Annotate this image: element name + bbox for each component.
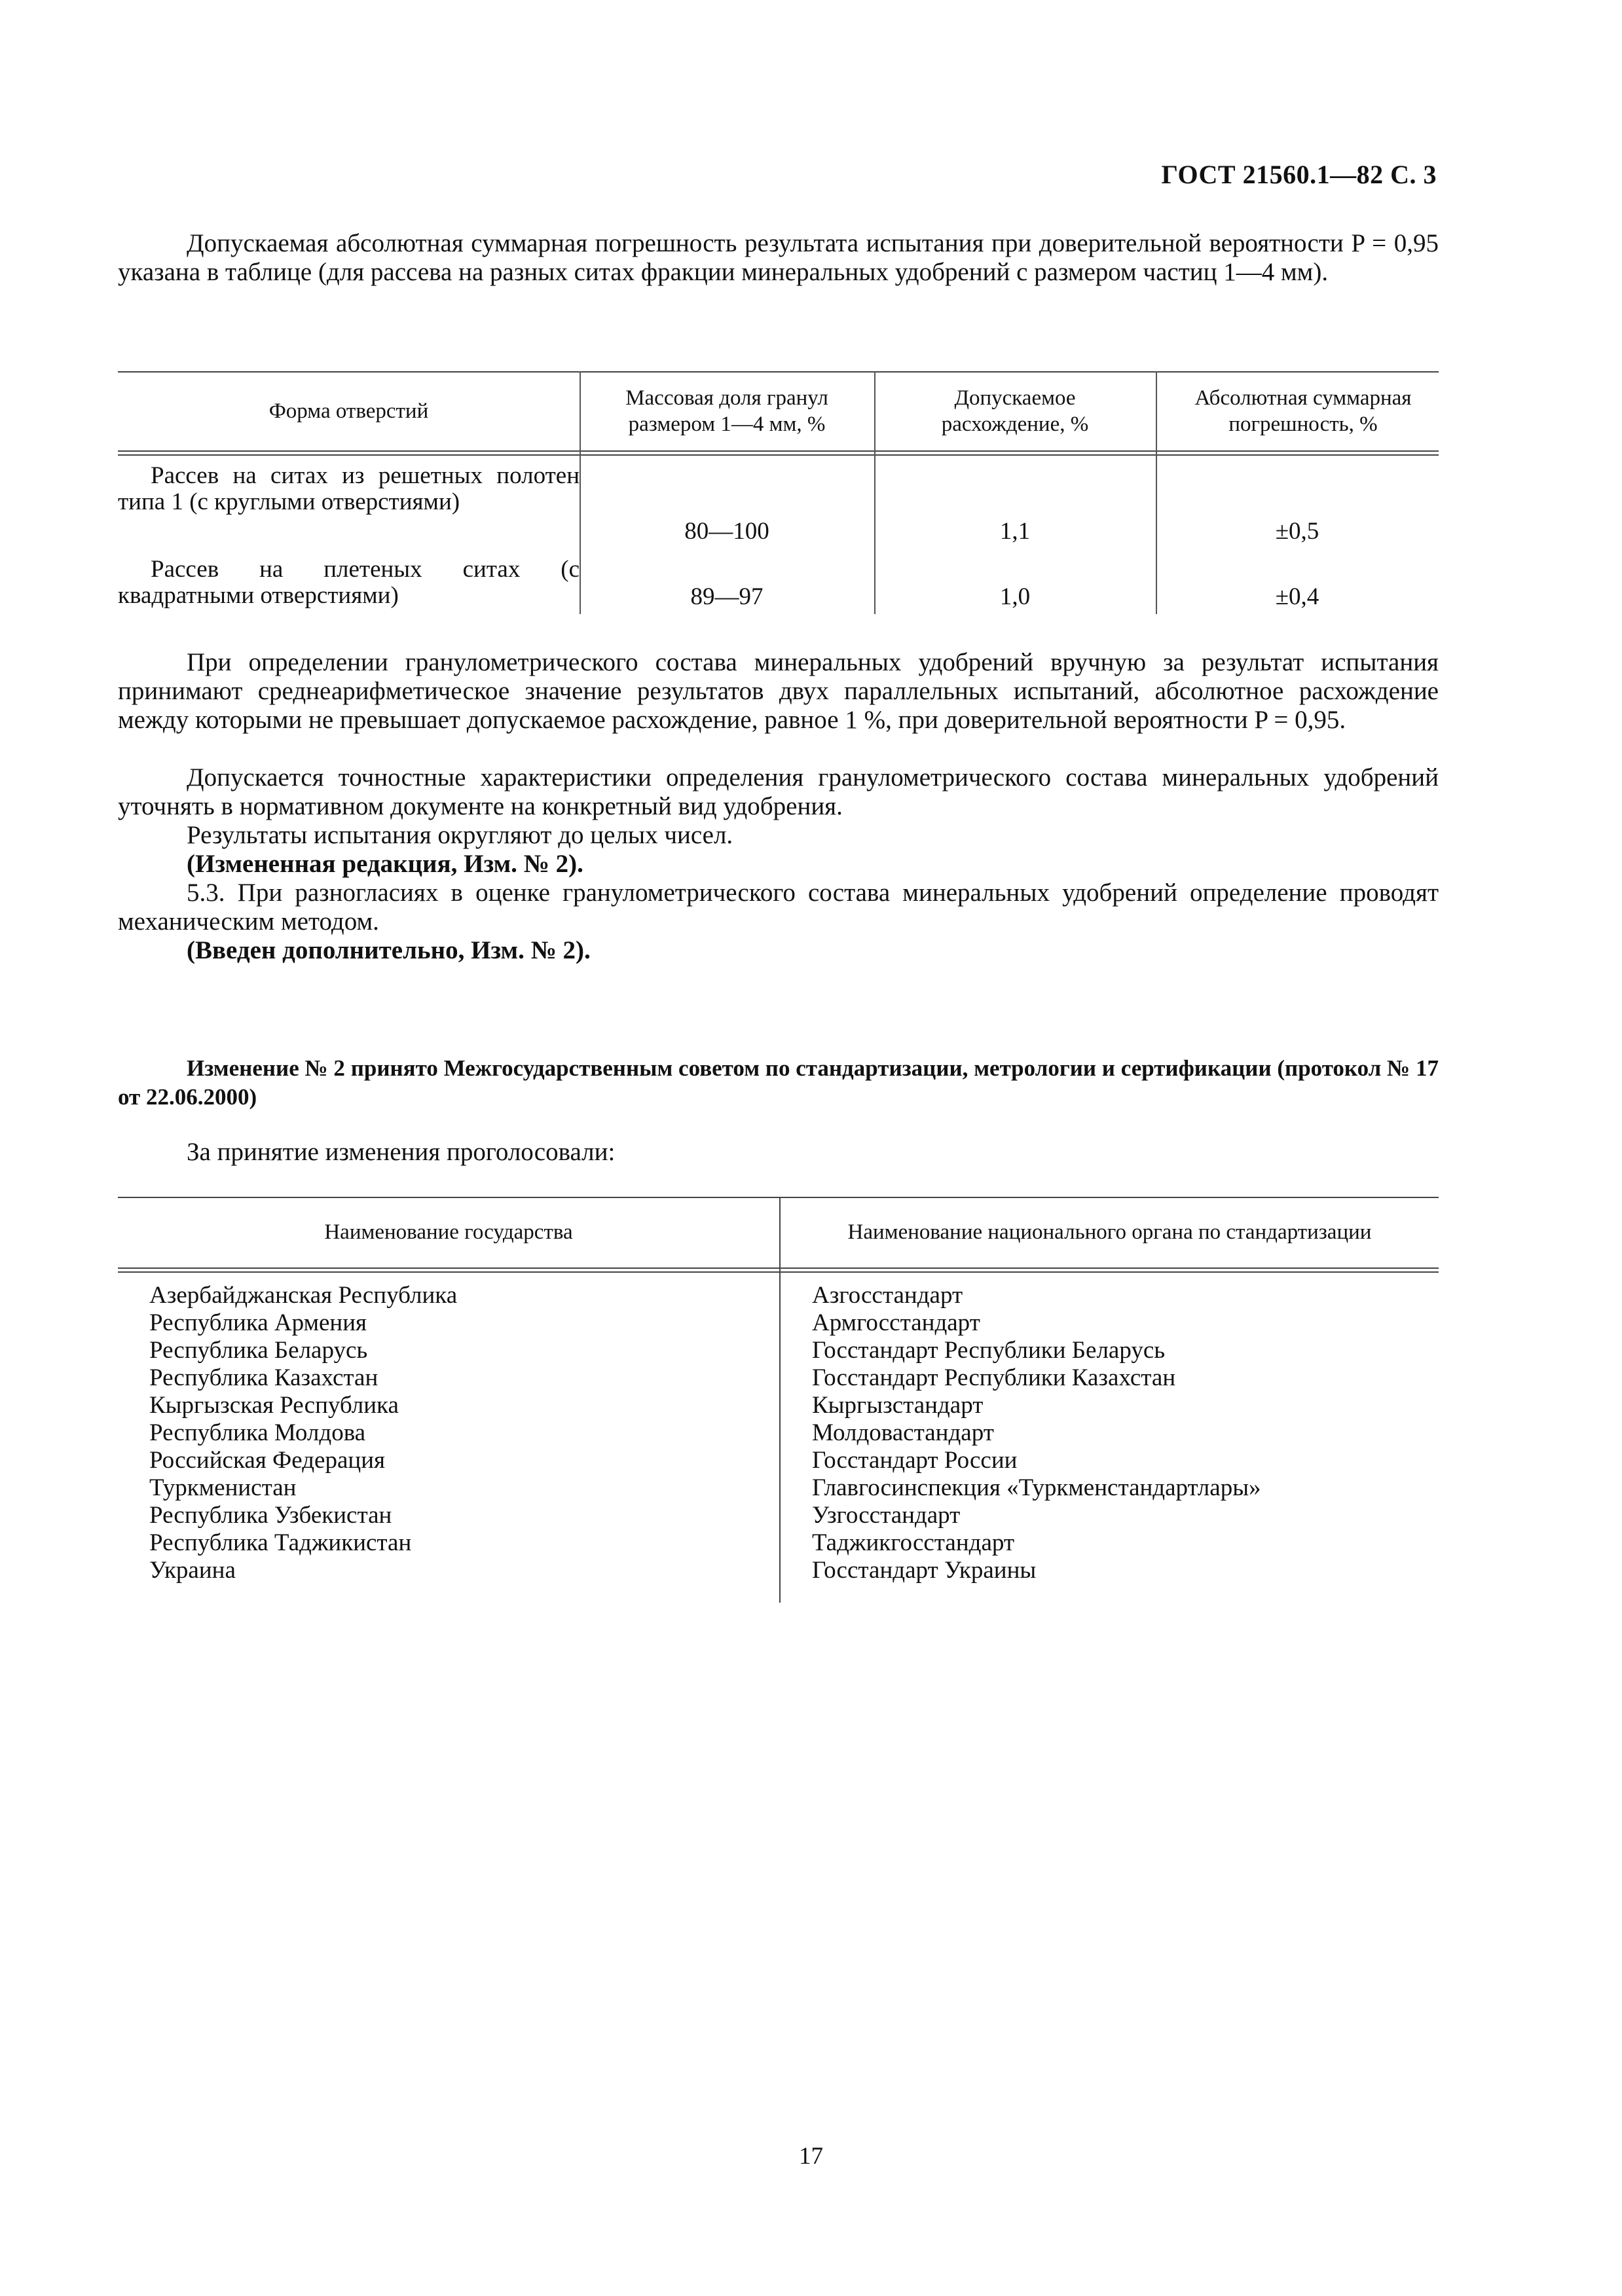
- state-name: Республика Узбекистан: [149, 1502, 392, 1529]
- state-name: Республика Казахстан: [149, 1364, 378, 1391]
- document-header: ГОСТ 21560.1—82 С. 3: [1161, 160, 1437, 189]
- intro-text: Допускаемая абсолютная суммарная погрешность результата испытания при доверительной вероятности P = 0,95 указана в таблице (для рассева на разных ситах фракции минеральных удобрений с размером частиц 1—4 мм).: [118, 229, 1439, 286]
- table1-row2-diff: 1,0: [999, 583, 1031, 610]
- state-name: Республика Таджикистан: [149, 1529, 412, 1556]
- paragraph-result: При определении гранулометрического состава минеральных удобрений вручную за результат испытания принимают среднеарифметическое значение результатов двух параллельных испытаний, абсолютное расхождение между которыми не превышает допускаемое расхождение, равное 1 %, при доверительной вероятности P = 0,95.: [118, 648, 1439, 734]
- table1-row2-share: 89—97: [690, 583, 764, 610]
- table1-row1-share: 80—100: [684, 518, 769, 545]
- standards-body: Кыргызстандарт: [812, 1392, 984, 1419]
- table1-header-error: Абсолютная суммарная погрешность, %: [1194, 386, 1412, 436]
- state-name: Украина: [149, 1557, 236, 1584]
- page-number: 17: [799, 2143, 823, 2170]
- standards-body: Молдовастандарт: [812, 1419, 994, 1446]
- standards-body: Госстандарт Республики Казахстан: [812, 1364, 1176, 1391]
- vote-intro: За принятие изменения проголосовали:: [187, 1138, 616, 1166]
- table1-row1-error: ±0,5: [1275, 518, 1319, 545]
- table1-row1-diff: 1,1: [999, 518, 1031, 545]
- states-column: [149, 1282, 457, 1584]
- standards-body: Госстандарт Украины: [812, 1557, 1037, 1584]
- standards-body: Госстандарт России: [812, 1447, 1018, 1474]
- bodies-column: [812, 1282, 1261, 1584]
- table1-header-diff: Допускаемое расхождение, %: [941, 386, 1089, 436]
- state-name: Республика Беларусь: [149, 1337, 368, 1364]
- table2-header-state: Наименование государства: [324, 1220, 573, 1244]
- table1-row2-name: Рассев на плетеных ситах (с квадратными отверстиями): [118, 556, 580, 609]
- standards-body: Главгосинспекция «Туркменстандартлары»: [812, 1474, 1261, 1501]
- state-name: Туркменистан: [149, 1474, 297, 1501]
- standards-body: Узгосстандарт: [812, 1502, 961, 1529]
- table2-header-body: Наименование национального органа по стандартизации: [847, 1220, 1372, 1244]
- standards-body: Госстандарт Республики Беларусь: [812, 1337, 1166, 1364]
- table1-row2-error: ±0,4: [1275, 583, 1319, 610]
- amendment-note-1: (Измененная редакция, Изм. № 2).: [187, 850, 583, 878]
- paragraph-5-3: 5.3. При разногласиях в оценке гранулометрического состава минеральных удобрений определение проводят механическим методом.: [118, 879, 1439, 936]
- amendment-note-2: (Введен дополнительно, Изм. № 2).: [187, 936, 591, 964]
- state-name: Кыргызская Республика: [149, 1392, 399, 1419]
- standards-body: Армгосстандарт: [812, 1309, 980, 1336]
- table1-header-share: Массовая доля гранул размером 1—4 мм, %: [625, 386, 828, 436]
- state-name: Республика Молдова: [149, 1419, 366, 1446]
- standards-body: Таджикгосстандарт: [812, 1529, 1015, 1556]
- state-name: Российская Федерация: [149, 1447, 386, 1474]
- table1-header-shape: Форма отверстий: [268, 399, 429, 423]
- standards-body: Азгосстандарт: [812, 1282, 963, 1309]
- state-name: Республика Армения: [149, 1309, 367, 1336]
- paragraph-rounding: Результаты испытания округляют до целых чисел.: [187, 821, 733, 849]
- state-name: Азербайджанская Республика: [149, 1282, 458, 1309]
- intro-paragraph: [118, 229, 1439, 287]
- paragraph-accuracy: Допускается точностные характеристики определения гранулометрического состава минеральных удобрений уточнять в нормативном документе на конкретный вид удобрения.: [118, 763, 1439, 820]
- change-notice: Изменение № 2 принято Межгосударственным советом по стандартизации, метрологии и сертификации (протокол № 17 от 22.06.2000): [118, 1055, 1439, 1110]
- table1-row1-name: Рассев на ситах из решетных полотен типа 1 (с круглыми отверстиями): [118, 462, 580, 515]
- voting-table: [118, 1197, 1439, 1603]
